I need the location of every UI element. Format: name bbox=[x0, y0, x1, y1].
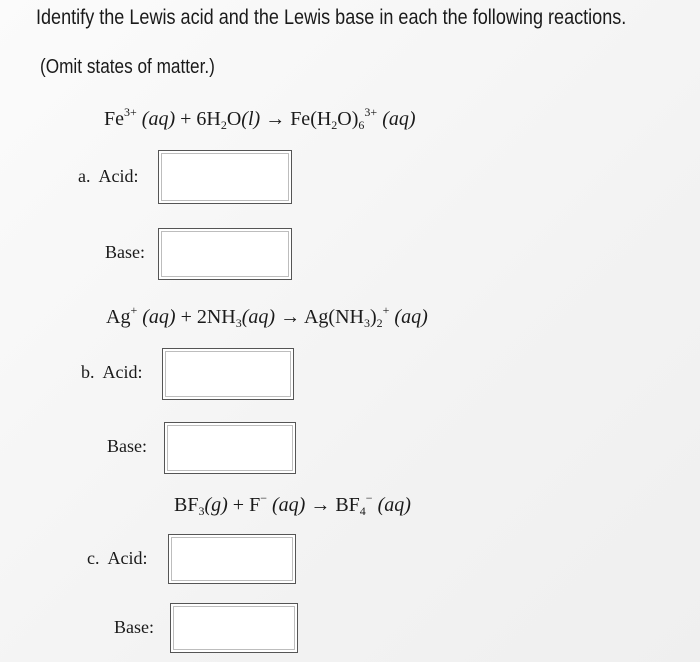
acid-label: Acid: bbox=[98, 166, 139, 186]
plus-sign: + bbox=[180, 108, 192, 130]
base-answer-box-a[interactable] bbox=[158, 228, 292, 280]
part-letter: c. bbox=[87, 548, 100, 568]
part-c-acid-label bbox=[87, 548, 148, 569]
subscript: 3 bbox=[363, 316, 370, 330]
subscript: 3 bbox=[198, 504, 205, 518]
reactant-2: 2NH bbox=[196, 306, 236, 328]
question-prompt: Identify the Lewis acid and the Lewis base in each the following reactions. bbox=[36, 6, 627, 29]
reactant-1: Fe bbox=[104, 108, 124, 130]
reactant-1: Ag bbox=[106, 306, 131, 328]
acid-answer-box-c[interactable] bbox=[168, 534, 296, 584]
base-answer-box-b[interactable] bbox=[164, 422, 296, 474]
arrow: → bbox=[310, 494, 331, 516]
subscript: 2 bbox=[220, 118, 227, 132]
state: (l) bbox=[241, 108, 261, 130]
state: (aq) bbox=[271, 494, 306, 516]
base-answer-box-c[interactable] bbox=[170, 603, 298, 653]
charge: − bbox=[365, 491, 373, 505]
state: (g) bbox=[204, 494, 228, 516]
box-inner bbox=[161, 153, 289, 201]
state: (aq) bbox=[141, 108, 176, 130]
box-inner bbox=[161, 231, 289, 277]
subscript: 4 bbox=[359, 504, 366, 518]
reactant-2-rest: O bbox=[226, 108, 242, 130]
state: (aq) bbox=[382, 108, 416, 130]
arrow: → bbox=[280, 306, 301, 328]
reaction-c-equation bbox=[174, 491, 411, 518]
part-c-base-label: Base: bbox=[114, 617, 154, 637]
acid-answer-box-a[interactable] bbox=[158, 150, 292, 204]
acid-label: Acid: bbox=[107, 548, 148, 568]
product: Fe(H bbox=[290, 108, 332, 130]
box-inner bbox=[171, 537, 293, 581]
subscript: 3 bbox=[235, 316, 242, 330]
subscript: 6 bbox=[358, 118, 365, 132]
arrow: → bbox=[265, 108, 286, 130]
charge: + bbox=[130, 303, 138, 317]
state: (aq) bbox=[241, 306, 276, 328]
part-a-base-label: Base: bbox=[105, 242, 145, 262]
product-mid: O) bbox=[337, 108, 359, 130]
charge: 3+ bbox=[124, 105, 137, 119]
reaction-b-equation bbox=[106, 303, 428, 330]
product: Ag(NH bbox=[303, 306, 364, 328]
charge: 3+ bbox=[364, 105, 378, 119]
subscript: 2 bbox=[376, 316, 383, 330]
part-b-base-label: Base: bbox=[107, 436, 147, 456]
state: (aq) bbox=[394, 306, 428, 328]
box-inner bbox=[165, 351, 291, 397]
reactant-2: 6H bbox=[196, 108, 221, 130]
part-letter: a. bbox=[78, 166, 91, 186]
product: BF bbox=[335, 494, 360, 516]
charge: + bbox=[382, 303, 390, 317]
reactant-2: F bbox=[249, 494, 261, 516]
box-inner bbox=[173, 606, 295, 650]
acid-label: Acid: bbox=[102, 362, 143, 382]
state: (aq) bbox=[377, 494, 411, 516]
charge: − bbox=[260, 491, 267, 505]
omit-states-note: (Omit states of matter.) bbox=[40, 56, 215, 78]
part-b-acid-label bbox=[81, 362, 143, 383]
reactant-1: BF bbox=[174, 494, 199, 516]
product-mid: ) bbox=[369, 306, 377, 328]
plus-sign: + bbox=[232, 494, 245, 516]
part-a-acid-label bbox=[78, 166, 139, 187]
subscript: 2 bbox=[331, 118, 338, 132]
state: (aq) bbox=[142, 306, 176, 328]
box-inner bbox=[167, 425, 293, 471]
reaction-a-equation bbox=[104, 105, 416, 132]
acid-answer-box-b[interactable] bbox=[162, 348, 294, 400]
part-letter: b. bbox=[81, 362, 95, 382]
plus-sign: + bbox=[180, 306, 192, 328]
